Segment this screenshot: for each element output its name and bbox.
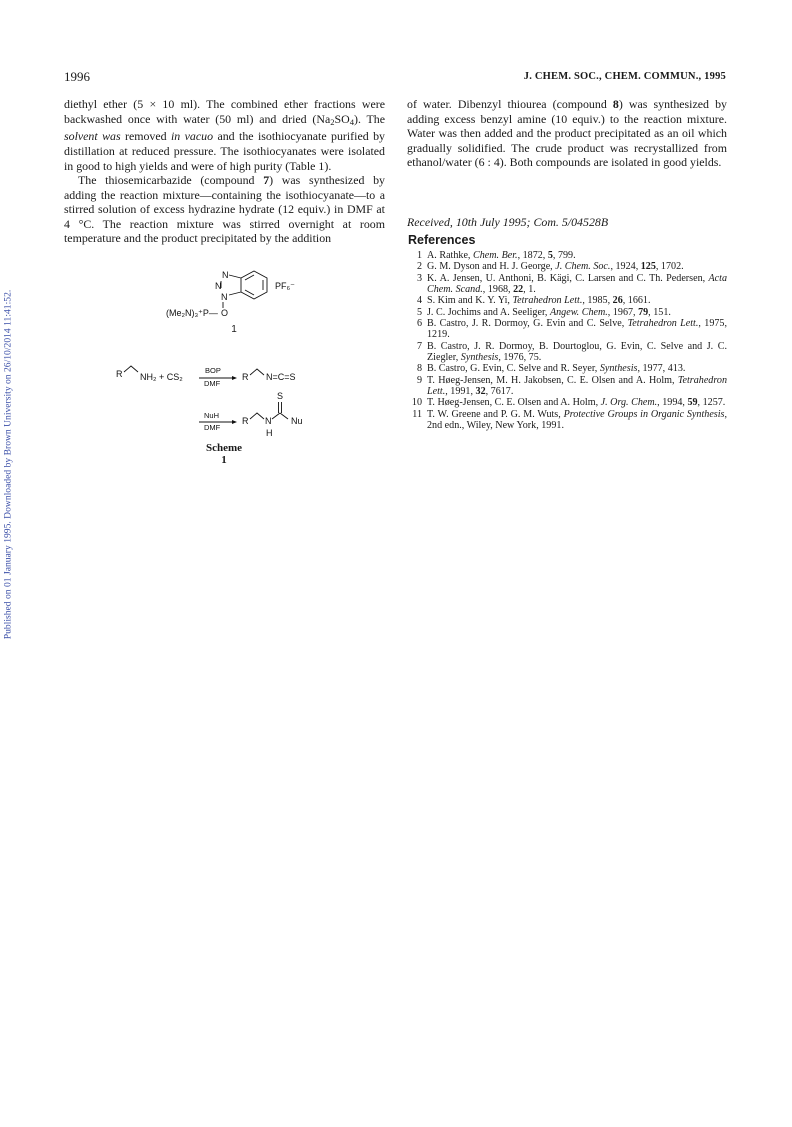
scheme-label: Scheme 1 <box>205 442 243 466</box>
hexafluorophosphate: PF₆⁻ <box>275 281 295 291</box>
reference-item <box>407 363 727 374</box>
scheme-1-drawing <box>64 262 385 462</box>
reference-item <box>407 341 727 364</box>
isothiocyanate: N=C=S <box>266 372 296 382</box>
atom-s: S <box>277 391 284 401</box>
reference-item <box>407 397 727 408</box>
reference-number: 7 <box>416 340 422 352</box>
reference-text: B. Castro, J. R. Dormoy, B. Dourtoglou, G. Evin, C. Selve and J. C. Ziegler, Synthesis, 1976, 75. <box>427 340 727 364</box>
reference-number: 10 <box>411 397 422 409</box>
reference-text: A. Rathke, Chem. Ber., 1872, 5, 799. <box>427 250 576 261</box>
bond-c-nu <box>280 413 288 419</box>
reference-number: 4 <box>416 295 422 307</box>
download-stamp-text: Published on 01 January 1995. Downloaded by Brown University on 26/10/2014 11:41:52. <box>2 289 14 639</box>
reference-number: 3 <box>416 272 422 284</box>
paragraph: The thiosemicarbazide (compound 7) was synthesized by adding the reaction mixture—containing the isothiocyanate—to a stirred solution of excess hydrazine hydrate (12 equiv.) in DMF at 4 °C. The reaction mixture was stirred overnight at room temperature and the product precipitated by the addition <box>64 173 385 246</box>
paragraph: of water. Dibenzyl thiourea (compound 8) was synthesized by adding excess benzyl amine (10 equiv.) to the reaction mixture. Water was then added and the product precipitated as an oil which gradually solidified. The crude product was recrystallized from ethanol/water (6 : 4). Both compounds are isolated in good yields. <box>407 97 727 170</box>
paragraph: diethyl ether (5 × 10 ml). The combined ether fractions were backwashed once with water (50 ml) and dried $(Na_2SO_4)$. The solvent was removed in vacuo and the isothiocyanate purified by distillation at reduced pressure. The isothiocyanates were isolated in good to high yields and were of high purity (Table 1). <box>64 97 385 173</box>
atom-r-2: R <box>242 372 249 382</box>
reference-item <box>407 307 727 318</box>
reagent-nuh: NuH <box>204 411 220 420</box>
reference-text: T. W. Greene and P. G. M. Wuts, Protective Groups in Organic Synthesis, 2nd edn., Wiley, New York, 1991. <box>427 408 727 432</box>
atom-n-thiourea: N <box>265 416 272 426</box>
atom-nu: Nu <box>291 416 303 426</box>
atom-h: H <box>266 428 273 438</box>
reference-number: 1 <box>416 250 422 261</box>
references-list <box>407 250 727 432</box>
reference-text: T. Høeg-Jensen, C. E. Olsen and A. Holm, J. Org. Chem., 1994, 59, 1257. <box>427 397 726 409</box>
atom-r-3: R <box>242 416 249 426</box>
reagent-dmf-2: DMF <box>204 423 221 432</box>
atom-n-mid: N <box>215 281 222 291</box>
bond-n-c <box>272 413 280 419</box>
reagent-bop: BOP <box>205 366 221 375</box>
atom-n-top: N <box>222 270 229 280</box>
atom-n-bottom: N <box>221 292 228 302</box>
phosphonium-group: (Me₂N)₃⁺P— <box>166 308 218 318</box>
reference-number: 8 <box>416 363 422 375</box>
reference-text: T. Høeg-Jensen, M. H. Jakobsen, C. E. Olsen and A. Holm, Tetrahedron Lett., 1991, 32, 7617. <box>427 374 727 398</box>
reference-number: 5 <box>416 306 422 318</box>
reference-item <box>407 250 727 261</box>
reference-item <box>407 295 727 306</box>
arrowhead-2 <box>232 420 237 424</box>
atom-o: O <box>221 308 229 318</box>
reference-text: K. A. Jensen, U. Anthoni, B. Kägi, C. Larsen and C. Th. Pedersen, Acta Chem. Scand., 1968, 22, 1. <box>427 272 727 296</box>
reference-number: 9 <box>416 374 422 386</box>
page-number: 1996 <box>64 69 90 84</box>
reference-item <box>407 273 727 296</box>
reference-item <box>407 409 727 432</box>
reference-text: B. Castro, J. R. Dormoy, G. Evin and C. Selve, Tetrahedron Lett., 1975, 1219. <box>427 318 727 341</box>
amine-reactants: NH₂ + CS₂ <box>140 372 183 382</box>
references-heading: References <box>408 233 476 247</box>
right-column <box>407 97 727 170</box>
journal-header: J. CHEM. SOC., CHEM. COMMUN., 1995 <box>523 71 726 82</box>
received-line: Received, 10th July 1995; Com. 5/04528B <box>407 215 609 229</box>
reference-item <box>407 261 727 272</box>
reference-text: G. M. Dyson and H. J. George, J. Chem. Soc., 1924, 125, 1702. <box>427 261 684 273</box>
reference-text: B. Castro, G. Evin, C. Selve and R. Seyer, Synthesis, 1977, 413. <box>427 363 686 375</box>
alkyl-chain-3 <box>250 413 264 419</box>
reference-item <box>407 375 727 398</box>
reference-number: 2 <box>416 261 422 273</box>
alkyl-chain-2 <box>250 369 264 375</box>
reference-text: S. Kim and K. Y. Yi, Tetrahedron Lett., 1985, 26, 1661. <box>427 295 651 307</box>
scheme-1-figure <box>64 262 385 466</box>
reference-number: 6 <box>416 318 422 330</box>
reference-number: 11 <box>412 408 422 420</box>
left-column <box>64 97 385 246</box>
reference-item <box>407 318 727 341</box>
reagent-dmf-1: DMF <box>204 379 221 388</box>
arrowhead-1 <box>232 376 237 380</box>
atom-r-1: R <box>116 369 123 379</box>
reference-text: J. C. Jochims and A. Seeliger, Angew. Chem., 1967, 79, 151. <box>427 306 671 318</box>
compound-number: 1 <box>231 324 237 335</box>
alkyl-chain-1 <box>124 366 138 372</box>
download-stamp <box>1 266 15 662</box>
